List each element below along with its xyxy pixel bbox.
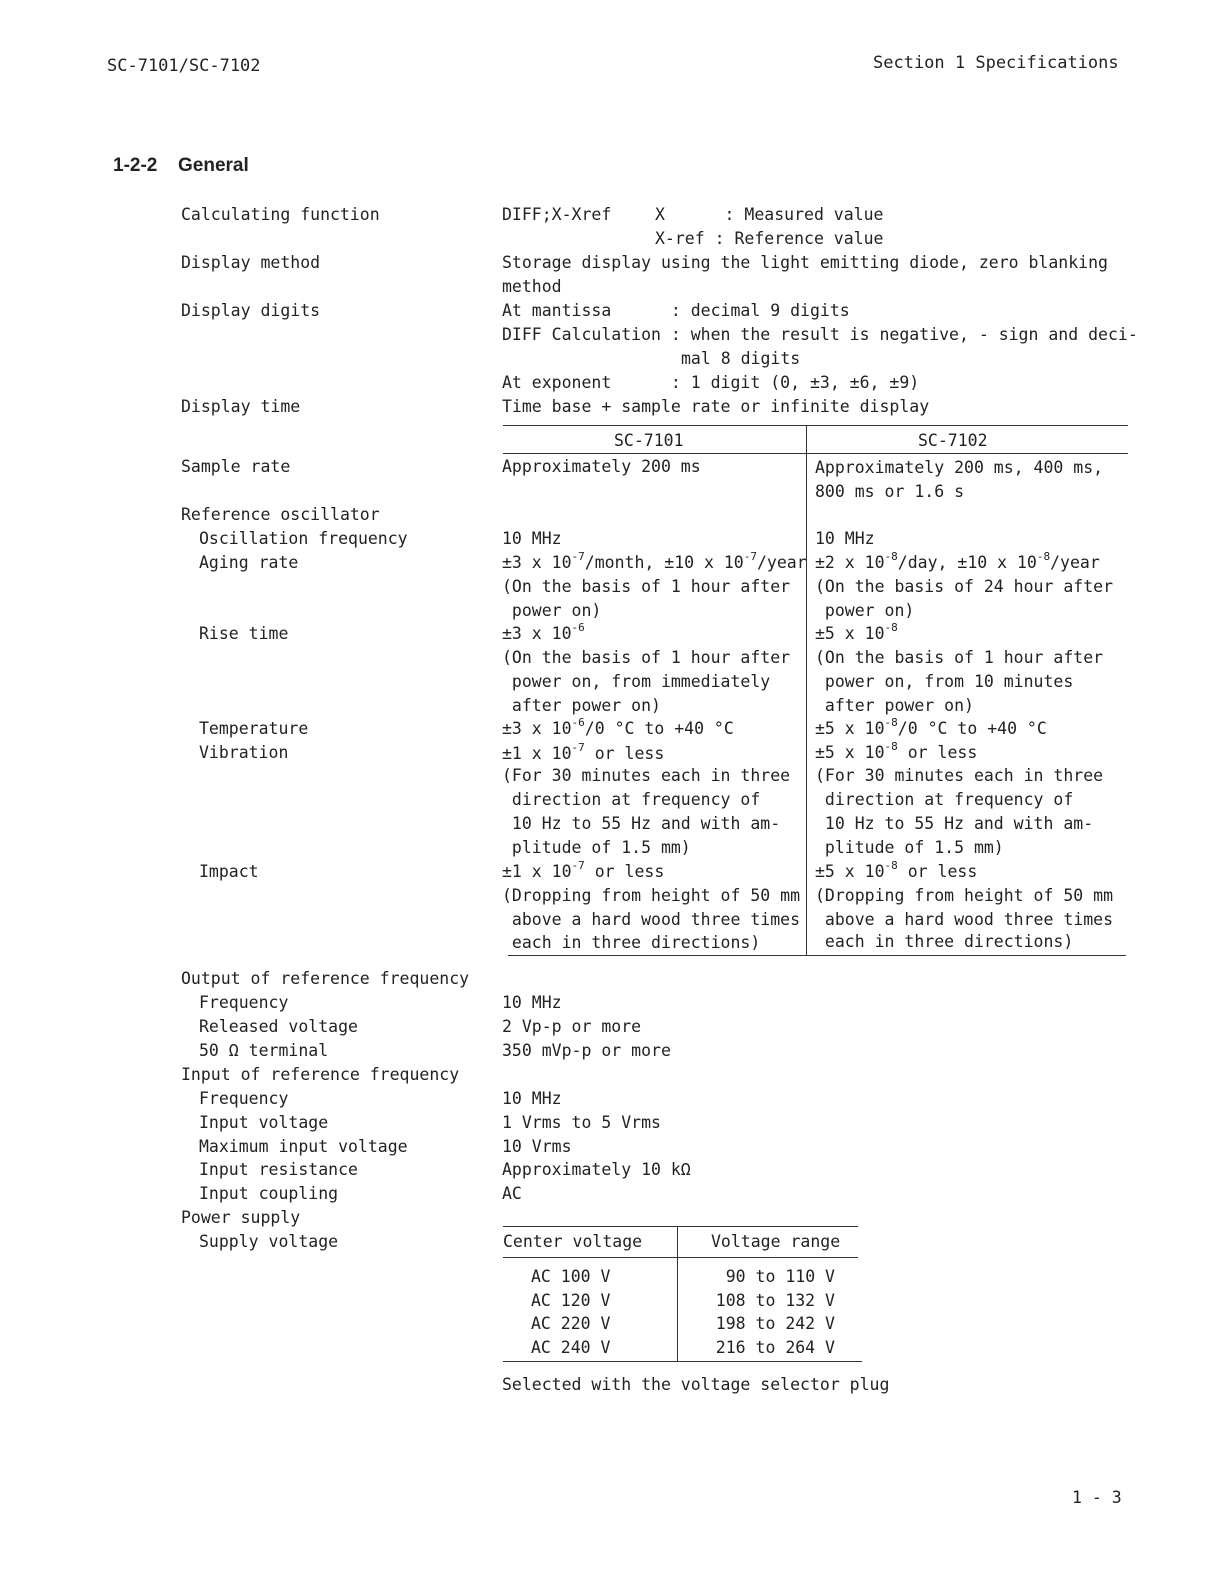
voltage-table-header-rule [503,1257,858,1258]
input-coupling-value: AC [502,1184,522,1203]
rise-time-sc7102-line4: after power on) [815,696,974,715]
voltage-header-range: Voltage range [711,1232,841,1251]
output-freq-value: 10 MHz [502,993,562,1012]
vibration-sc7102-line4: 10 Hz to 55 Hz and with am- [815,814,1094,833]
rise-time-sc7102-line2: (On the basis of 1 hour after [815,648,1104,667]
digits-diff-line2: mal 8 digits [681,349,801,368]
display-method-line2: method [502,277,562,296]
temperature-sc7101: ±3 x $10^{-6}/0$ °C to +40 °C [502,716,734,738]
col-header-sc7102: SC-7102 [918,431,988,450]
rise-time-sc7101-line3: power on, from immediately [502,672,771,691]
voltage-header-center: Center voltage [503,1232,643,1251]
input-freq-value: 10 MHz [502,1089,562,1108]
calc-function-label: Calculating function [181,205,380,224]
display-method-label: Display method [181,253,321,272]
display-time-label: Display time [181,397,301,416]
rise-time-sc7101-line4: after power on) [502,696,661,715]
impact-label: Impact [199,862,259,881]
voltage-row-center: AC 120 V [531,1291,611,1310]
input-resistance-label: Input resistance [199,1160,358,1179]
aging-rate-sc7101-line2: (On the basis of 1 hour after [502,577,791,596]
aging-rate-sc7101: ±3 x $10^{-7}$/month, ±10 x $10^{-7}$/year [502,550,807,572]
digits-exponent: At exponent : 1 digit (0, ±3, ±6, ±9) [502,373,920,392]
voltage-row-center: AC 220 V [531,1314,611,1333]
page-number: 1 - 3 [1072,1488,1122,1507]
sample-rate-sc7102-line1: Approximately 200 ms, 400 ms, [815,458,1104,477]
vibration-sc7102-line3: direction at frequency of [815,790,1074,809]
vibration-sc7101-line2: (For 30 minutes each in three [502,766,791,785]
power-supply-label: Power supply [181,1208,301,1227]
calc-xref-def: X-ref : Reference value [655,229,884,248]
released-voltage-value: 2 Vp-p or more [502,1017,642,1036]
impact-sc7101-line4: each in three directions) [502,933,761,952]
voltage-table-divider [677,1226,678,1362]
osc-freq-sc7101: 10 MHz [502,529,562,548]
voltage-selector-note: Selected with the voltage selector plug [502,1375,890,1394]
sample-rate-label: Sample rate [181,457,291,476]
display-time-value: Time base + sample rate or infinite display [502,397,930,416]
vibration-sc7101: ±1 x $10^{-7}$ or less [502,741,665,763]
display-digits-label: Display digits [181,301,321,320]
input-coupling-label: Input coupling [199,1184,339,1203]
digits-diff-line1: DIFF Calculation : when the result is negative, - sign and deci- [502,325,1138,344]
osc-freq-label: Oscillation frequency [199,529,408,548]
digits-mantissa: At mantissa : decimal 9 digits [502,301,850,320]
table-column-divider [806,425,807,956]
input-resistance-value: Approximately 10 kΩ [502,1160,691,1179]
vibration-sc7102-line2: (For 30 minutes each in three [815,766,1104,785]
voltage-row-range: 90 to 110 V [725,1267,835,1286]
rise-time-label: Rise time [199,624,289,643]
sample-rate-sc7102-line2: 800 ms or 1.6 s [815,482,965,501]
rise-time-sc7101: ±3 x $10^{-6}$ [502,621,585,643]
impact-sc7102-line4: each in three directions) [815,932,1074,951]
impact-sc7102-line2: (Dropping from height of 50 mm [815,886,1114,905]
vibration-sc7101-line4: 10 Hz to 55 Hz and with am- [502,814,781,833]
ref-osc-label: Reference oscillator [181,505,380,524]
impact-sc7102-line3: above a hard wood three times [815,910,1114,929]
osc-freq-sc7102: 10 MHz [815,529,875,548]
temperature-sc7102: ±5 x $10^{-8}/0$ °C to +40 °C [815,716,1047,738]
input-freq-label: Frequency [199,1089,289,1108]
input-voltage-value: 1 Vrms to 5 Vrms [502,1113,661,1132]
section-title: General [178,155,249,176]
rise-time-sc7101-line2: (On the basis of 1 hour after [502,648,791,667]
impact-sc7101: ±1 x $10^{-7}$ or less [502,859,665,881]
table-header-rule [503,453,1128,454]
impact-sc7101-line2: (Dropping from height of 50 mm [502,886,801,905]
max-input-voltage-value: 10 Vrms [502,1137,572,1156]
input-voltage-label: Input voltage [199,1113,329,1132]
output-freq-label: Frequency [199,993,289,1012]
aging-rate-label: Aging rate [199,553,299,572]
voltage-table-bottom-rule [503,1361,862,1362]
vibration-sc7102-line5: plitude of 1.5 mm) [815,838,1004,857]
voltage-row-center: AC 240 V [531,1338,611,1357]
impact-sc7102: ±5 x $10^{-8}$ or less [815,859,978,881]
voltage-row-center: AC 100 V [531,1267,611,1286]
vibration-sc7101-line5: plitude of 1.5 mm) [502,838,691,857]
voltage-row-range: 216 to 264 V [715,1338,835,1357]
calc-function-value: DIFF;X-Xref [502,205,612,224]
table-bottom-rule [508,955,1126,956]
header-section: Section 1 Specifications [873,53,1119,73]
output-ref-label: Output of reference frequency [181,969,470,988]
col-header-sc7101: SC-7101 [614,431,684,450]
header-model: SC-7101/SC-7102 [107,56,261,76]
rise-time-sc7102: ±5 x $10^{-8}$ [815,621,898,643]
voltage-row-range: 108 to 132 V [715,1291,835,1310]
aging-rate-sc7102-line2: (On the basis of 24 hour after [815,577,1114,596]
calc-x-def: X : Measured value [655,205,884,224]
table-top-rule [503,425,1128,426]
display-method-line1: Storage display using the light emitting diode, zero blanking [502,253,1108,272]
impact-sc7101-line3: above a hard wood three times [502,910,801,929]
terminal-value: 350 mVp-p or more [502,1041,671,1060]
aging-rate-sc7102: ±2 x $10^{-8}$/day, ±10 x $10^{-8}$/year [815,550,1100,572]
supply-voltage-label: Supply voltage [199,1232,339,1251]
temperature-label: Temperature [199,719,309,738]
sample-rate-sc7101: Approximately 200 ms [502,457,701,476]
section-number: 1-2-2 [113,155,158,176]
vibration-label: Vibration [199,743,289,762]
rise-time-sc7102-line3: power on, from 10 minutes [815,672,1074,691]
input-ref-label: Input of reference frequency [181,1065,460,1084]
max-input-voltage-label: Maximum input voltage [199,1137,408,1156]
aging-rate-sc7101-line3: power on) [502,601,602,620]
voltage-table-top-rule [503,1226,858,1227]
released-voltage-label: Released voltage [199,1017,358,1036]
vibration-sc7102: ±5 x $10^{-8}$ or less [815,740,978,762]
voltage-row-range: 198 to 242 V [715,1314,835,1333]
aging-rate-sc7102-line3: power on) [815,601,915,620]
vibration-sc7101-line3: direction at frequency of [502,790,761,809]
terminal-label: 50 Ω terminal [199,1041,329,1060]
